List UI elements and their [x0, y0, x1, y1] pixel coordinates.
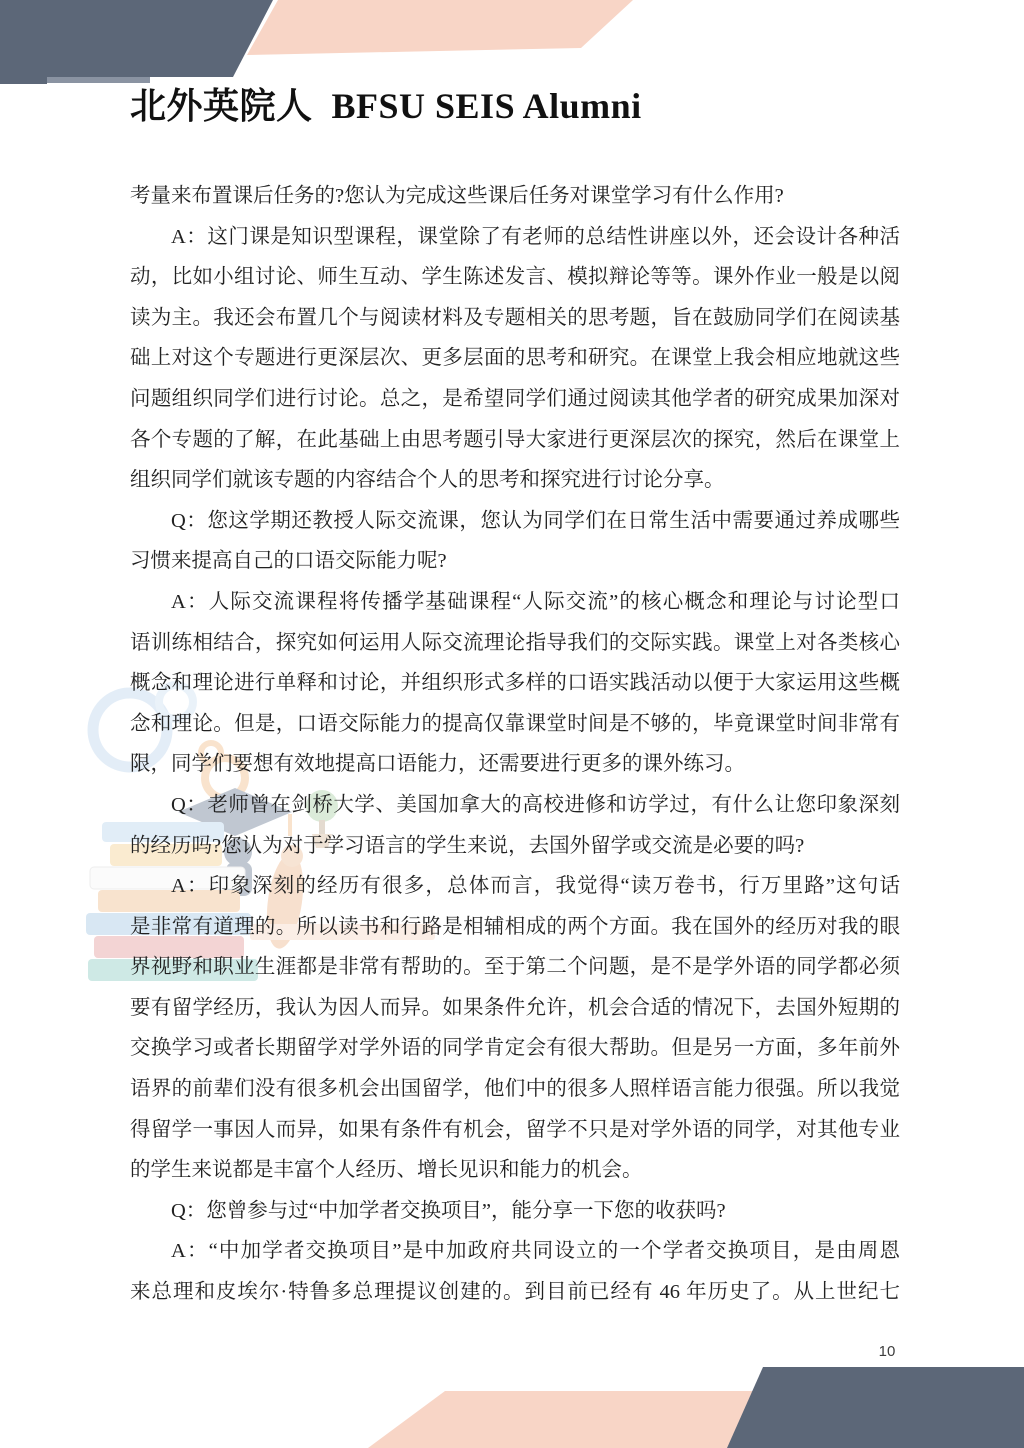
- text-line: A：印象深刻的经历有很多，总体而言，我觉得“读万卷书，行万里路”这句话: [171, 875, 900, 898]
- text-line: 要有留学经历，我认为因人而异。如果条件允许，机会合适的情况下，去国外短期的: [130, 996, 900, 1019]
- text-line: 念和理论。但是，口语交际能力的提高仅靠课堂时间是不够的，毕竟课堂时间非常有: [130, 712, 900, 735]
- text-line: 的经历吗?您认为对于学习语言的学生来说，去国外留学或交流是必要的吗?: [130, 834, 805, 857]
- text-line: 语界的前辈们没有很多机会出国留学，他们中的很多人照样语言能力很强。所以我觉: [130, 1078, 900, 1101]
- text-line: 是非常有道理的。所以读书和行路是相辅相成的两个方面。我在国外的经历对我的眼: [130, 915, 900, 938]
- header-decor-pink: [247, 0, 633, 55]
- text-line: Q：老师曾在剑桥大学、美国加拿大的高校进修和访学过，有什么让您印象深刻: [171, 793, 900, 816]
- footer-decoration: [0, 1360, 1024, 1448]
- body-text: [130, 176, 900, 1313]
- text-line: A：“中加学者交换项目”是中加政府共同设立的一个学者交换项目，是由周恩: [171, 1240, 900, 1263]
- page-number: 10: [878, 1343, 896, 1360]
- text-line: 来总理和皮埃尔·特鲁多总理提议创建的。到目前已经有 46 年历史了。从上世纪七: [130, 1281, 900, 1304]
- text-line: Q：您曾参与过“中加学者交换项目”，能分享一下您的收获吗?: [171, 1199, 726, 1222]
- text-line: 动，比如小组讨论、师生互动、学生陈述发言、模拟辩论等等。课外作业一般是以阅: [130, 266, 900, 289]
- text-line: 交换学习或者长期留学对学外语的同学肯定会有很大帮助。但是另一方面，多年前外: [130, 1037, 900, 1060]
- text-line: 问题组织同学们进行讨论。总之，是希望同学们通过阅读其他学者的研究成果加深对: [130, 387, 900, 410]
- header-decoration: [0, 0, 700, 90]
- text-line: 界视野和职业生涯都是非常有帮助的。至于第二个问题，是不是学外语的同学都必须: [130, 956, 900, 979]
- text-line: 得留学一事因人而异，如果有条件有机会，留学不只是对学外语的同学，对其他专业: [130, 1118, 900, 1141]
- text-line: 语训练相结合，探究如何运用人际交流理论指导我们的交际实践。课堂上对各类核心: [130, 631, 900, 654]
- page-title: 北外英院人 BFSU SEIS Alumni: [130, 86, 642, 126]
- header-decor-dark: [0, 0, 273, 84]
- text-line: A：人际交流课程将传播学基础课程“人际交流”的核心概念和理论与讨论型口: [171, 590, 900, 613]
- text-line: A：这门课是知识型课程，课堂除了有老师的总结性讲座以外，还会设计各种活: [171, 225, 900, 248]
- footer-decor-dark: [727, 1367, 1024, 1448]
- text-line: 读为主。我还会布置几个与阅读材料及专题相关的思考题，旨在鼓励同学们在阅读基: [130, 306, 900, 329]
- text-line: 考量来布置课后任务的?您认为完成这些课后任务对课堂学习有什么作用?: [130, 185, 784, 207]
- text-line: Q：您这学期还教授人际交流课，您认为同学们在日常生活中需要通过养成哪些: [171, 509, 900, 532]
- text-line: 组织同学们就该专题的内容结合个人的思考和探究进行讨论分享。: [130, 469, 725, 492]
- text-line: 限，同学们要想有效地提高口语能力，还需要进行更多的课外练习。: [130, 753, 745, 776]
- text-line: 础上对这个专题进行更深层次、更多层面的思考和研究。在课堂上我会相应地就这些: [130, 347, 900, 370]
- text-line: 的学生来说都是丰富个人经历、增长见识和能力的机会。: [130, 1159, 643, 1182]
- text-line: 习惯来提高自己的口语交际能力呢?: [130, 550, 447, 573]
- text-line: 概念和理论进行单释和讨论，并组织形式多样的口语实践活动以便于大家运用这些概: [130, 672, 900, 695]
- footer-decor-pink: [368, 1391, 765, 1448]
- text-line: 各个专题的了解，在此基础上由思考题引导大家进行更深层次的探究，然后在课堂上: [130, 428, 900, 451]
